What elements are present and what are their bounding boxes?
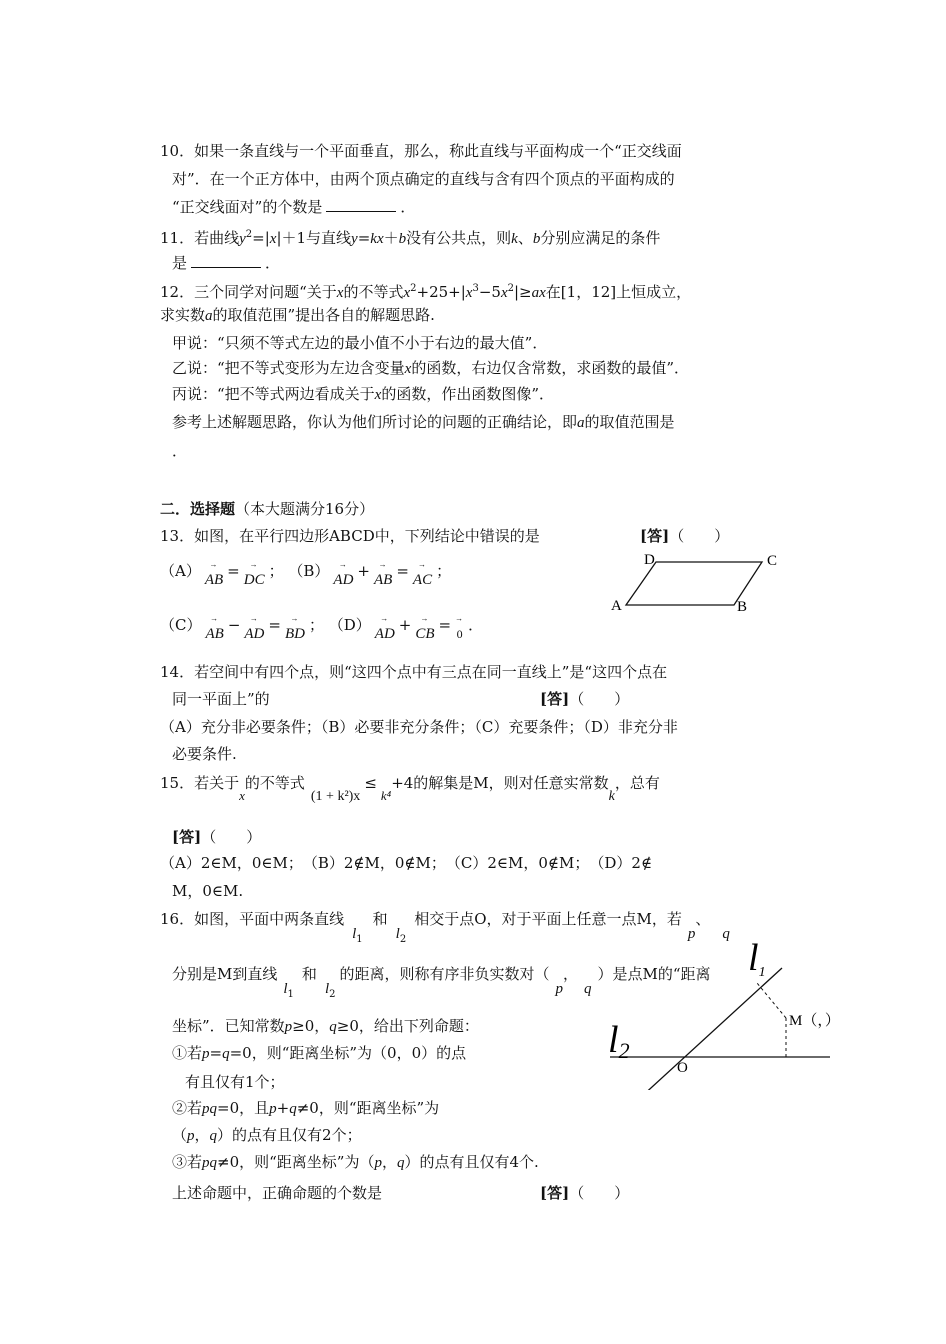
q12-yi: 乙说：“把不等式变形为左边含变量x的函数，右边仅含常数，求函数的最值”． bbox=[172, 359, 690, 377]
q10-line3: “正交线面对”的个数是 ． bbox=[172, 198, 416, 216]
parallelogram-figure bbox=[600, 545, 800, 620]
q13-stem: 13．如图，在平行四边形ABCD中，下列结论中错误的是 bbox=[160, 527, 540, 545]
q11-line1: 11．若曲线$y^2=|x|+1$与直线y=kx＋b没有公共点，则k、b分别应满足的条件 bbox=[160, 229, 661, 247]
perpendicular-to-l1 bbox=[757, 983, 786, 1018]
distance-coordinate-figure bbox=[600, 930, 846, 1090]
q12-ref: 参考上述解题思路，你认为他们所讨论的问题的正确结论，即a的取值范围是 bbox=[172, 413, 675, 431]
q14-answer: [答]（ ） bbox=[540, 690, 630, 708]
q16-item1-2: 有且仅有1个； bbox=[185, 1073, 285, 1091]
q10-line2: 对”．在一个正方体中，由两个顶点确定的直线与含有四个顶点的平面构成的 bbox=[172, 170, 675, 188]
q11-line2: 是 ． bbox=[172, 254, 281, 272]
line-l1 bbox=[640, 968, 782, 1090]
q12-dot: ． bbox=[172, 442, 188, 460]
vector: → AB bbox=[204, 560, 224, 588]
q16-line1: 16．如图，平面中两条直线$l_1$和$l_2$相交于点O，对于平面上任意一点M，若p、q bbox=[160, 910, 730, 945]
q10-line1: 10．如果一条直线与一个平面垂直，那么，称此直线与平面构成一个“正交线面 bbox=[160, 142, 682, 160]
label-l1: l1 bbox=[748, 937, 766, 980]
section-title: 二．选择题（本大题满分16分） bbox=[160, 500, 375, 518]
vector: → CB bbox=[415, 614, 435, 642]
vertex-b: B bbox=[737, 599, 748, 615]
q16-line2: 分别是M到直线$l_1$和$l_2$的距离，则称有序非负实数对（p，q）是点M的“距离 bbox=[172, 965, 711, 1000]
vector: → AB bbox=[205, 614, 224, 642]
q13-options-cd: （C） → AB − → AD = → BD ； （D） → AD + → CB = → 0 ． bbox=[160, 607, 483, 637]
q14-line2: 同一平面上”的 bbox=[172, 690, 270, 708]
q13-answer: [答]（ ） bbox=[640, 527, 730, 545]
q14-options: （A）充分非必要条件；（B）必要非充分条件；（C）充要条件；（D）非充分非 bbox=[160, 718, 678, 736]
q12-line2: 求实数a的取值范围”提出各自的解题思路. bbox=[160, 306, 435, 324]
label-l2: l2 bbox=[608, 1019, 630, 1063]
q13-options-ab: （A） → AB = → DC ； （B） → AD + → AB = → AC ； bbox=[160, 553, 451, 583]
q12-jia: 甲说：“只须不等式左边的最小值不小于右边的最大值”． bbox=[172, 334, 548, 352]
label-m: M（，） bbox=[789, 1013, 840, 1029]
q14-line1: 14．若空间中有四个点，则“这四个点中有三点在同一直线上”是“这四个点在 bbox=[160, 663, 668, 681]
vector: → AD bbox=[374, 614, 395, 642]
label-o: O bbox=[677, 1060, 688, 1076]
q15-answer: [答]（ ） bbox=[172, 828, 262, 846]
q15-options-2: M，0∈M. bbox=[172, 882, 244, 900]
q15-line1: 15．若关于x的不等式(1 + k²)x≤k⁴+4的解集是M，则对任意实常数k，总有 bbox=[160, 774, 660, 804]
vertex-d: D bbox=[644, 552, 655, 568]
q14-options-2: 必要条件. bbox=[172, 745, 237, 763]
q16-item2: ②若pq=0，且p+q≠0，则“距离坐标”为 bbox=[172, 1099, 440, 1117]
q15-options: （A）2∈M，0∈M； （B）2∉M，0∉M； （C）2∈M，0∉M； （D）2∉ bbox=[160, 854, 653, 872]
q12-line1: 12．三个同学对问题“关于x的不等式$x^2+25+|x^3-5x^2|\ge ax$在[1，12]上恒成立， bbox=[160, 283, 692, 301]
vector: → 0 bbox=[455, 614, 465, 641]
q16-last: 上述命题中，正确命题的个数是 bbox=[172, 1184, 383, 1202]
vertex-c: C bbox=[767, 553, 778, 569]
q16-line3: 坐标”．已知常数p≥0，q≥0，给出下列命题： bbox=[172, 1017, 479, 1035]
q16-item3: ③若pq≠0，则“距离坐标”为（p，q）的点有且仅有4个. bbox=[172, 1153, 539, 1171]
vector: → BD bbox=[284, 614, 305, 642]
q16-item1: ①若p=q=0，则“距离坐标”为（0，0）的点 bbox=[172, 1044, 467, 1062]
vector: → AB bbox=[374, 560, 393, 588]
vector: → AD bbox=[244, 614, 265, 642]
vector: → DC bbox=[243, 560, 265, 588]
answer-blank[interactable] bbox=[326, 197, 396, 212]
vector: → AD bbox=[333, 560, 354, 588]
q16-answer: [答]（ ） bbox=[540, 1184, 630, 1202]
q16-item2-2: （p，q）的点有且仅有2个； bbox=[172, 1126, 362, 1144]
vector: → AC bbox=[412, 560, 433, 588]
answer-blank[interactable] bbox=[191, 253, 261, 268]
vertex-a: A bbox=[611, 598, 622, 614]
q12-bing: 丙说：“把不等式两边看成关于x的函数，作出函数图像”． bbox=[172, 385, 555, 403]
